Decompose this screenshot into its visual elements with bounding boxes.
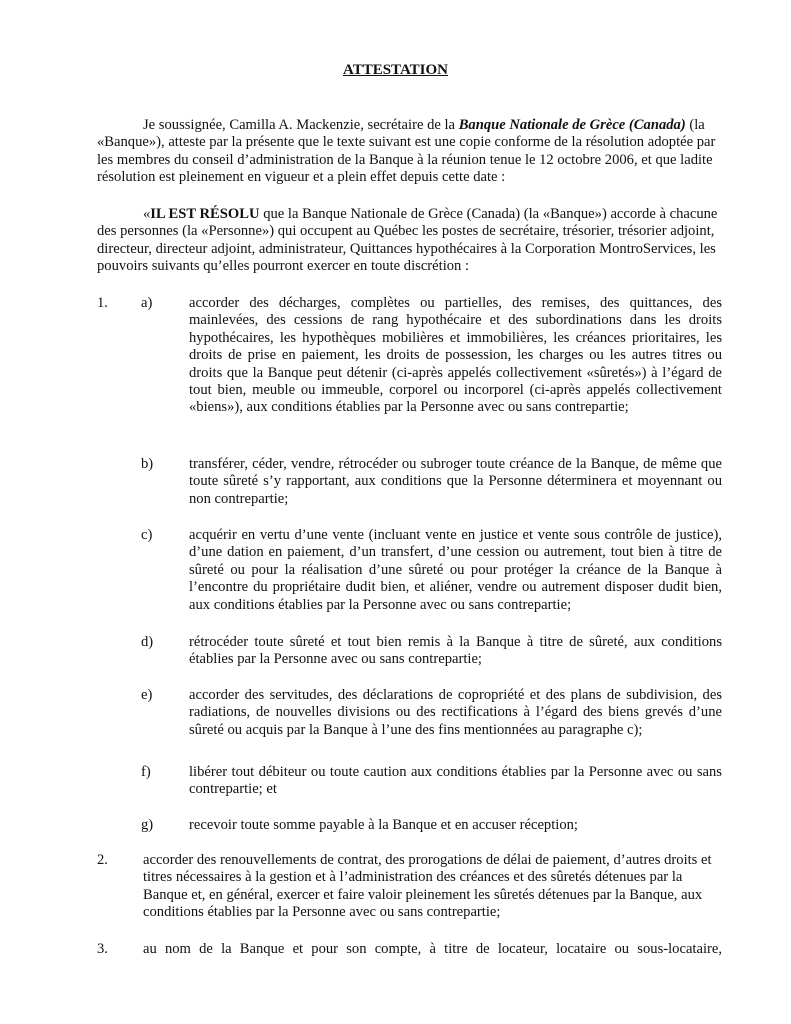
resolution-text: que la Banque Nationale de Grèce (Canada) (la «Banque») accorde à chacune des personnes (la «Personne») qui occupent au Québec les postes de secrétaire, trésorier, trésorier adjoint, directeur, directeur adjoint, administrateur, Quittances hypothécaires à la Corporation MontroServices, les pouvoirs suivants qu’elles pourront exercer en toute discrétion : bbox=[97, 206, 718, 275]
item-letter: f) bbox=[141, 764, 151, 780]
section-number: 2. bbox=[97, 852, 108, 868]
item-letter: b) bbox=[141, 456, 154, 472]
item-letter: c) bbox=[141, 527, 153, 543]
item-letter: e) bbox=[141, 687, 153, 703]
section-text: accorder des renouvellements de contrat, des prorogations de délai de paiement, d’autres droits et titres nécessaires à la gestion et à l’administration des créances et des sûretés détenues par la Banque et, en général, exercer et faire valoir pleinement les sûretés détenues par la Banque, aux conditions établies par la Personne avec ou sans contrepartie; bbox=[143, 852, 712, 921]
resolution-resolved: IL EST RÉSOLU bbox=[150, 206, 260, 222]
item-text: libérer tout débiteur ou toute caution aux conditions établies par la Personne avec ou sans contrepartie; et bbox=[189, 764, 722, 798]
intro-text-start: Je soussignée, Camilla A. Mackenzie, secrétaire de la bbox=[143, 117, 459, 133]
section-number: 1. bbox=[97, 295, 108, 311]
item-text: accorder des servitudes, des déclarations de copropriété et des plans de subdivision, des radiations, de nouvelles divisions ou des rectifications à l’égard des biens grevés d’une sûreté ou acquis par la Banque à l’une des fins mentionnées au paragraphe c); bbox=[189, 687, 722, 738]
intro-text-end: (la «Banque»), atteste par la présente que le texte suivant est une copie conforme de la résolution adoptée par les membres du conseil d’administration de la Banque à la réunion tenue le 12 octobre 2006, et que ladite résolution est pleinement en vigueur et a plein effet depuis cette date : bbox=[97, 117, 716, 186]
item-letter: a) bbox=[141, 295, 153, 311]
resolution-paragraph bbox=[97, 206, 722, 276]
section-number: 3. bbox=[97, 941, 108, 957]
item-text: recevoir toute somme payable à la Banque et en accuser réception; bbox=[189, 817, 578, 833]
bank-name: Banque Nationale de Grèce (Canada) bbox=[458, 117, 686, 133]
resolution-open-quote: « bbox=[143, 206, 151, 222]
document-title: ATTESTATION bbox=[342, 62, 449, 78]
intro-paragraph bbox=[97, 117, 722, 187]
item-text: rétrocéder toute sûreté et tout bien remis à la Banque à titre de sûreté, aux conditions établies par la Personne avec ou sans contrepartie; bbox=[189, 634, 722, 668]
item-text: acquérir en vertu d’une vente (incluant vente en justice et vente sous contrôle de justice), d’une dation en paiement, d’un transfert, d’une cession ou autrement, tout bien à titre de sûreté ou pour la réalisation d’une sûreté ou pour protéger la créance de la Banque à l’encontre du propriétaire dudit bien, et aliéner, vendre ou autrement disposer dudit bien, aux conditions établies par la Personne avec ou sans contrepartie; bbox=[189, 527, 722, 613]
item-letter: g) bbox=[141, 817, 154, 833]
item-letter: d) bbox=[141, 634, 154, 650]
item-text: transférer, céder, vendre, rétrocéder ou subroger toute créance de la Banque, de même que toute sûreté s’y rapportant, aux conditions que la Personne déterminera et moyennant ou non contrepartie; bbox=[189, 456, 722, 507]
item-text: accorder des décharges, complètes ou partielles, des remises, des quittances, des mainlevées, des cessions de rang hypothécaire et des subordinations dans les droits hypothécaires, les hypothèques mobilières et immobilières, les créances prioritaires, les droits de prise en paiement, les droits de possession, les charges ou les autres titres ou droits que la Banque peut détenir (ci-après appelés collectivement «sûretés») à l’égard de tout bien, meuble ou immeuble, corporel ou incorporel (ci-après appelés collectivement «biens»), aux conditions établies par la Personne avec ou sans contrepartie; bbox=[189, 295, 722, 416]
section-text: au nom de la Banque et pour son compte, à titre de locateur, locataire ou sous-locataire, bbox=[143, 941, 722, 957]
